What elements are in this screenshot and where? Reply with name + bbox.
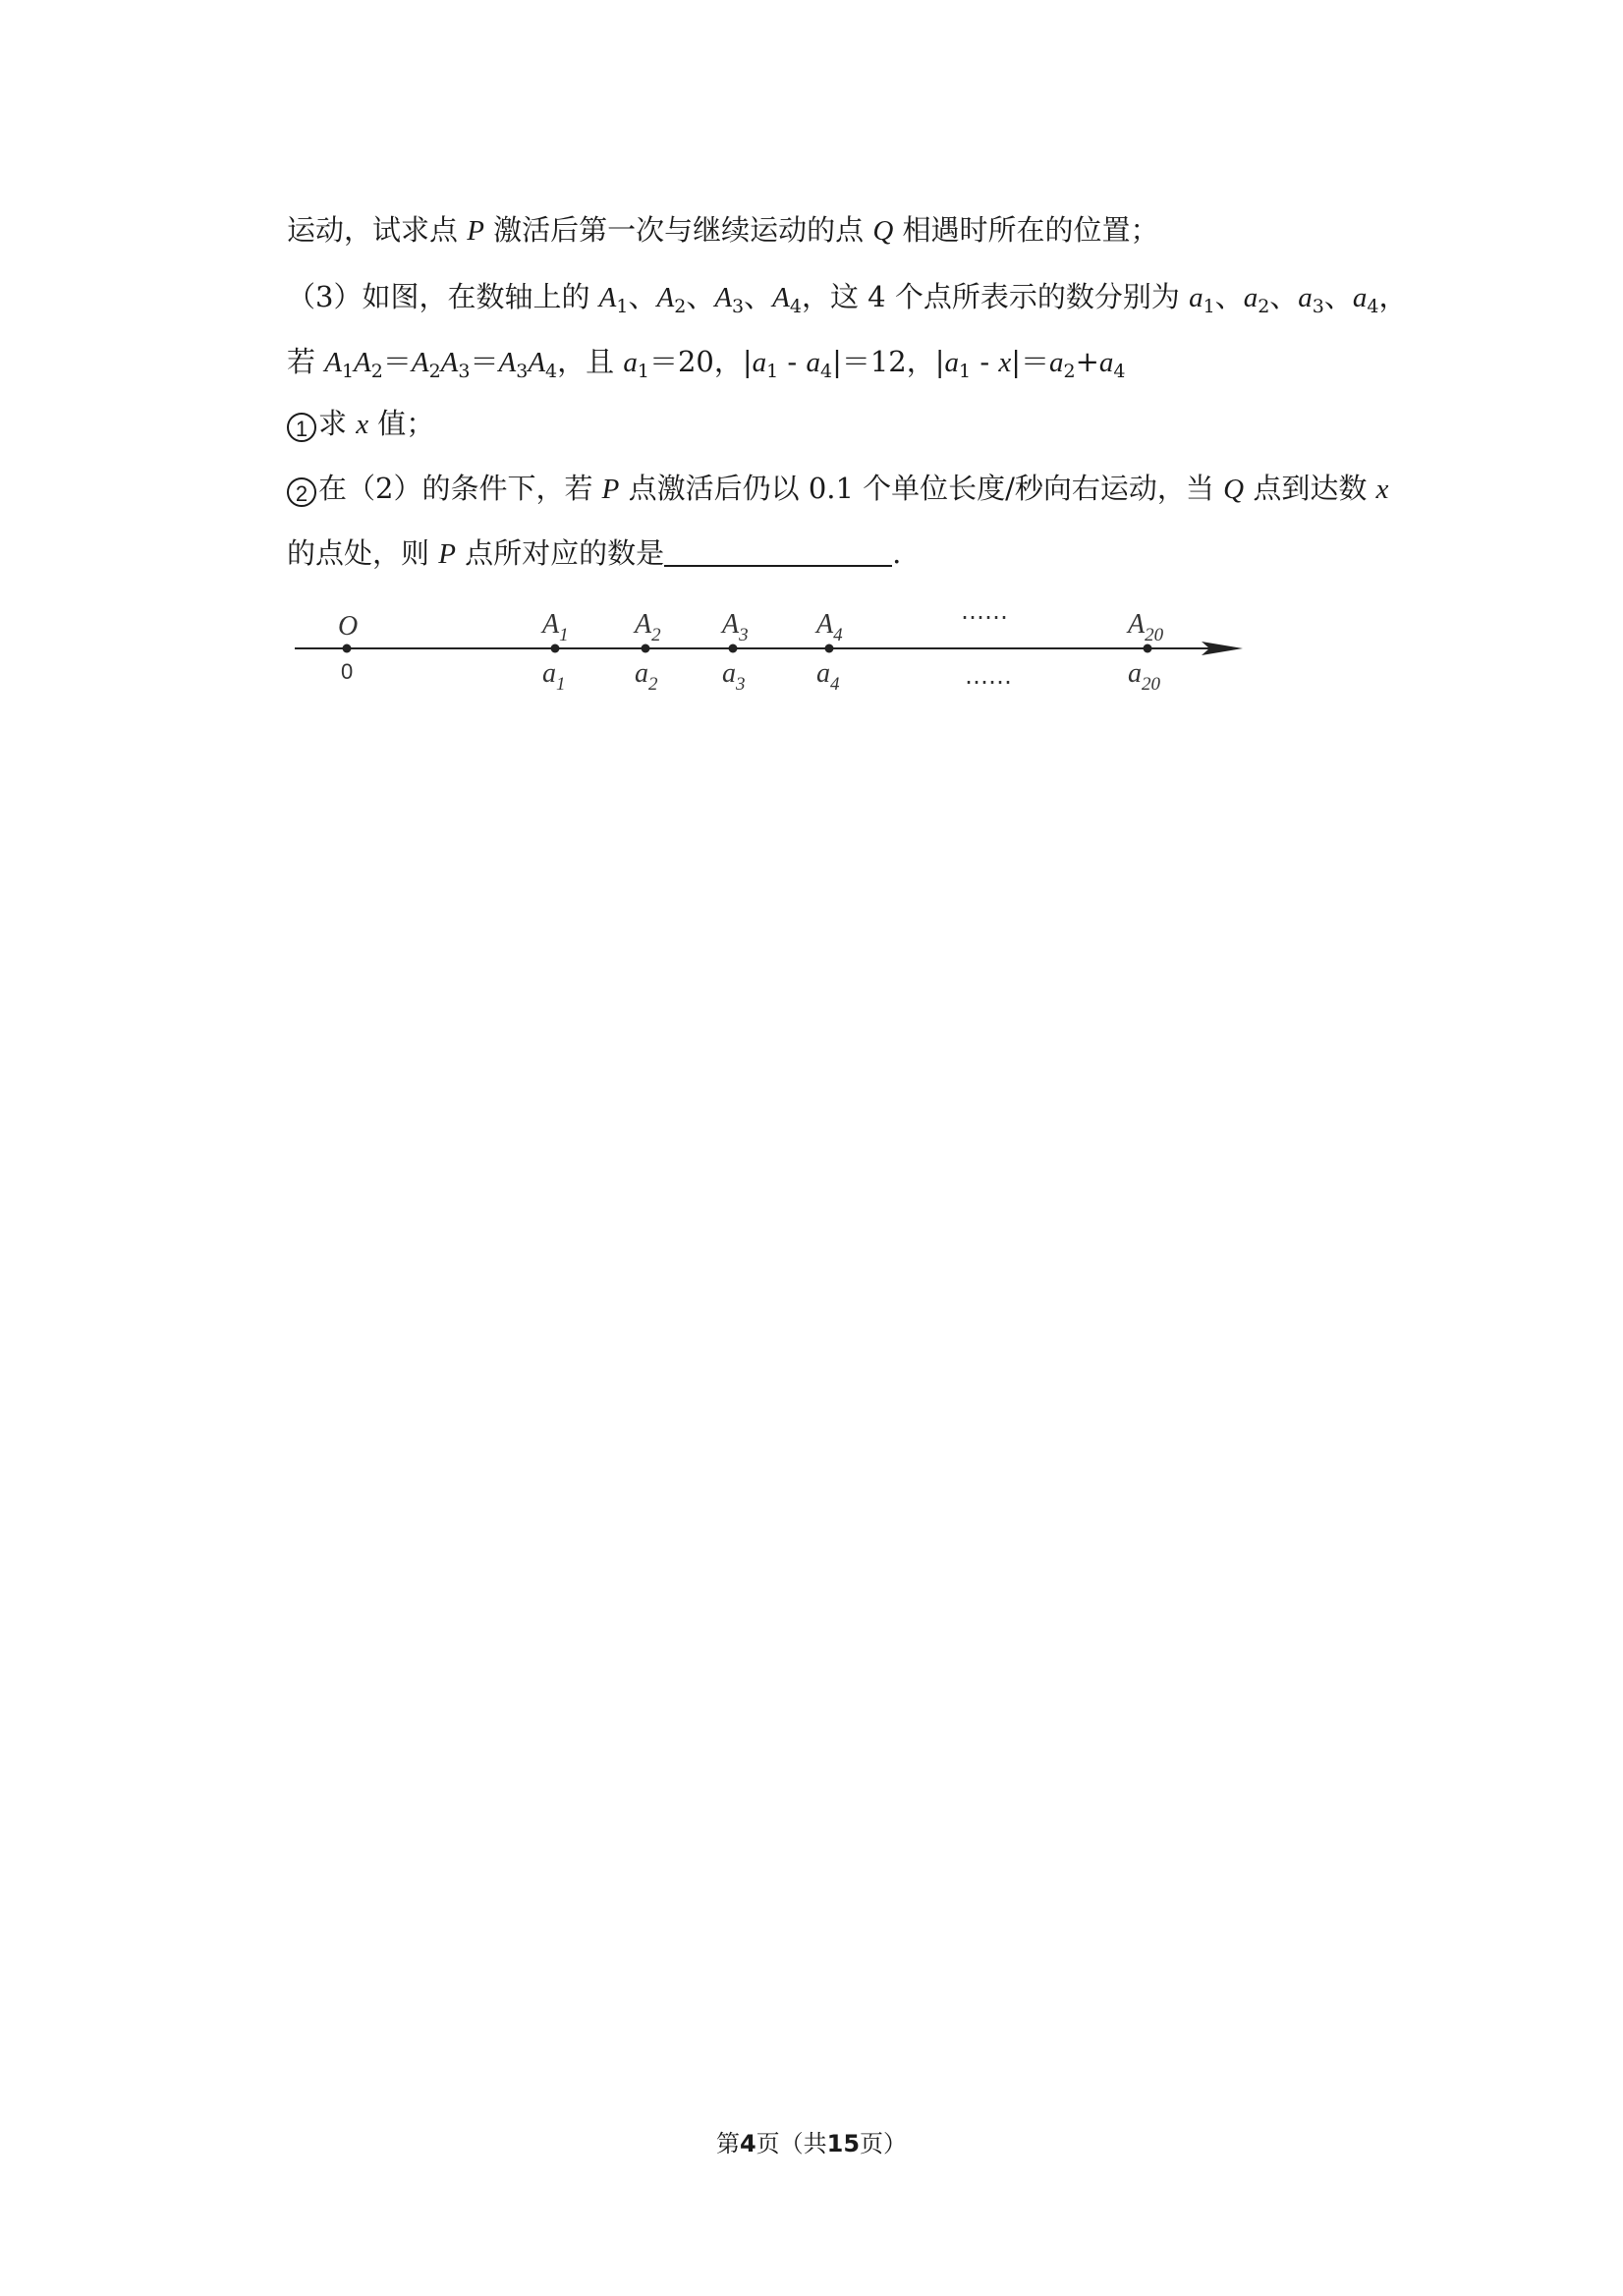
origin-label: O bbox=[338, 611, 359, 642]
circled-number-2: 2 bbox=[287, 477, 316, 507]
page-total: 15 bbox=[826, 2130, 861, 2157]
point-a3 bbox=[729, 644, 738, 653]
var-q: Q bbox=[872, 215, 894, 247]
point-a3-label: $A_3$ bbox=[722, 609, 749, 645]
problem-conditions: 若 $A_1A_2=A_2A_3=A_3A_4$，且 $a_1=20$，$|a_1 - a_4|=12$，$|a_1 - x|=a_2+a_4$ bbox=[287, 345, 1126, 382]
ellipsis-top: …… bbox=[961, 597, 1008, 625]
page-number: 4 bbox=[739, 2130, 756, 2157]
var-p: P bbox=[467, 215, 484, 247]
point-a20-label: $A_{20}$ bbox=[1128, 609, 1164, 645]
problem-line-1: 运动，试求点 P 激活后第一次与继续运动的点 Q 相遇时所在的位置； bbox=[287, 213, 1159, 247]
ellipsis-bottom: …… bbox=[965, 662, 1012, 690]
answer-blank[interactable] bbox=[664, 537, 892, 567]
point-a1-label: $A_1$ bbox=[542, 609, 569, 645]
point-a2-label: $A_2$ bbox=[635, 609, 661, 645]
point-a3-value: $a_3$ bbox=[722, 658, 746, 695]
problem-part-3-intro: （3）如图，在数轴上的 $A_1$、$A_2$、$A_3$、$A_4$，这 4 个点所表示的数分别为 $a_1$、$a_2$、$a_3$、$a_4$， bbox=[287, 280, 1408, 317]
number-line-diagram bbox=[285, 589, 1248, 707]
point-a4-value: $a_4$ bbox=[816, 658, 840, 695]
page-footer: 第4页（共15页） bbox=[715, 2130, 908, 2157]
circled-number-1: 1 bbox=[287, 413, 316, 442]
sub-question-1: 1 求 x 值； bbox=[287, 404, 434, 444]
sub-question-2: 2 在（2）的条件下，若 P 点激活后仍以 0.1 个单位长度/秒向右运动，当 Q 点到达数 x bbox=[287, 469, 1388, 509]
point-a2 bbox=[642, 644, 650, 653]
origin-point bbox=[343, 644, 352, 653]
point-a4-label: $A_4$ bbox=[816, 609, 843, 645]
sub-question-2-cont: 的点处，则 P 点所对应的数是 . bbox=[287, 536, 902, 570]
point-a2-value: $a_2$ bbox=[635, 658, 658, 695]
point-a20-value: $a_{20}$ bbox=[1128, 658, 1160, 695]
origin-value: 0 bbox=[341, 659, 354, 684]
point-a1-value: $a_1$ bbox=[542, 658, 566, 695]
